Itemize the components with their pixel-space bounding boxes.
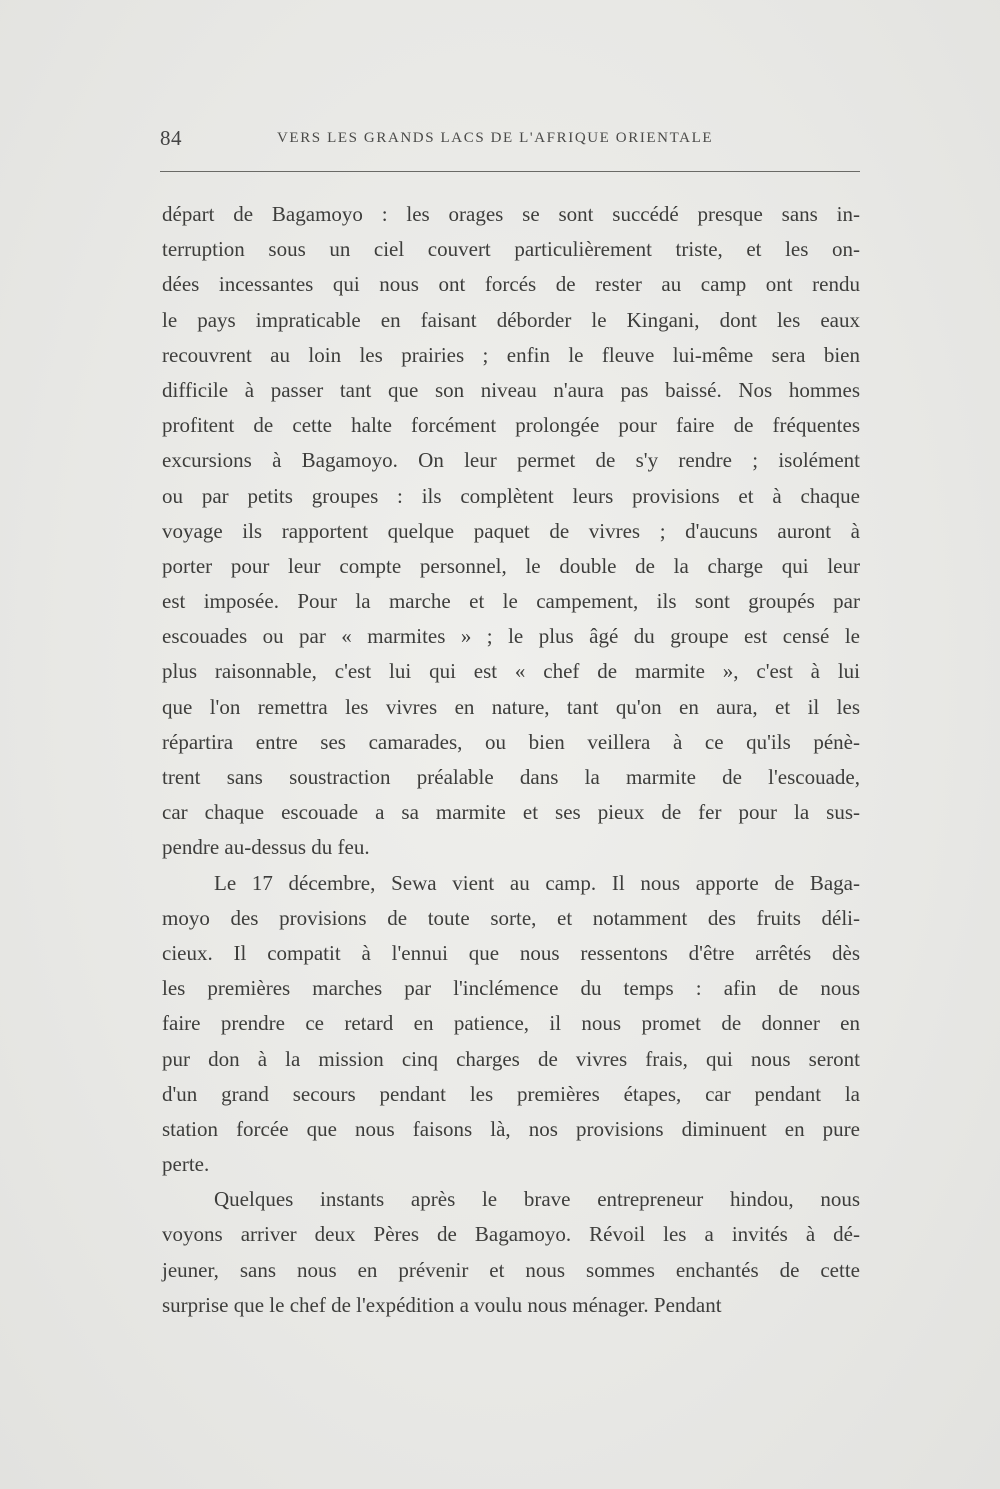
text-line: départ de Bagamoyo : les orages se sont succédé presque sans in-: [162, 202, 860, 226]
text-line: trent sans soustraction préalable dans la marmite de l'escouade,: [162, 765, 860, 789]
text-line: porter pour leur compte personnel, le double de la charge qui leur: [162, 553, 860, 578]
paragraph: [162, 197, 860, 866]
page-header: [160, 126, 860, 156]
text-line: plus raisonnable, c'est lui qui est « chef de marmite », c'est à lui: [162, 659, 860, 684]
text-line: répartira entre ses camarades, ou bien veillera à ce qu'ils pénè-: [162, 729, 860, 754]
text-line: d'un grand secours pendant les premières étapes, car pendant la: [162, 1081, 860, 1106]
text-line: faire prendre ce retard en patience, il nous promet de donner en: [162, 1011, 860, 1036]
text-line: le pays impraticable en faisant déborder le Kingani, dont les eaux: [162, 307, 860, 332]
running-head: VERS LES GRANDS LACS DE L'AFRIQUE ORIENTALE: [277, 130, 714, 146]
page-number: 84: [160, 126, 182, 150]
paragraph: [162, 866, 860, 1183]
text-line: voyons arriver deux Pères de Bagamoyo. Révoil les a invités à dé-: [162, 1222, 860, 1247]
text-line: car chaque escouade a sa marmite et ses pieux de fer pour la sus-: [162, 800, 860, 825]
text-line: dées incessantes qui nous ont forcés de rester au camp ont rendu: [162, 272, 860, 297]
text-line: cieux. Il compatit à l'ennui que nous ressentons d'être arrêtés dès: [162, 940, 860, 965]
text-line: pendre au-dessus du feu.: [162, 835, 370, 860]
text-line: Quelques instants après le brave entrepreneur hindou, nous: [214, 1187, 860, 1212]
text-line: surprise que le chef de l'expédition a voulu nous ménager. Pendant: [162, 1292, 722, 1317]
paragraph: [162, 1182, 860, 1323]
text-line: escouades ou par « marmites » ; le plus âgé du groupe est censé le: [162, 624, 860, 649]
text-line: est imposée. Pour la marche et le campement, ils sont groupés par: [162, 589, 860, 614]
text-line: difficile à passer tant que son niveau n'aura pas baissé. Nos hommes: [162, 377, 860, 402]
body-text: [162, 197, 860, 1323]
text-line: terruption sous un ciel couvert particulièrement triste, et les on-: [162, 237, 860, 262]
text-line: Le 17 décembre, Sewa vient au camp. Il nous apporte de Baga-: [214, 870, 860, 895]
text-line: ou par petits groupes : ils complètent leurs provisions et à chaque: [162, 483, 860, 508]
text-line: profitent de cette halte forcément prolongée pour faire de fréquentes: [162, 413, 860, 438]
text-line: perte.: [162, 1152, 210, 1177]
text-line: recouvrent au loin les prairies ; enfin le fleuve lui-même sera bien: [162, 342, 860, 367]
text-line: jeuner, sans nous en prévenir et nous sommes enchantés de cette: [162, 1257, 860, 1282]
text-line: que l'on remettra les vivres en nature, tant qu'on en aura, et il les: [162, 694, 860, 719]
text-line: excursions à Bagamoyo. On leur permet de s'y rendre ; isolément: [162, 448, 860, 473]
text-line: pur don à la mission cinq charges de vivres frais, qui nous seront: [162, 1046, 860, 1071]
text-line: station forcée que nous faisons là, nos provisions diminuent en pure: [162, 1116, 860, 1141]
text-line: voyage ils rapportent quelque paquet de vivres ; d'aucuns auront à: [162, 518, 860, 543]
text-line: les premières marches par l'inclémence du temps : afin de nous: [162, 976, 860, 1001]
text-line: moyo des provisions de toute sorte, et notamment des fruits déli-: [162, 905, 860, 930]
header-rule: [160, 171, 860, 172]
